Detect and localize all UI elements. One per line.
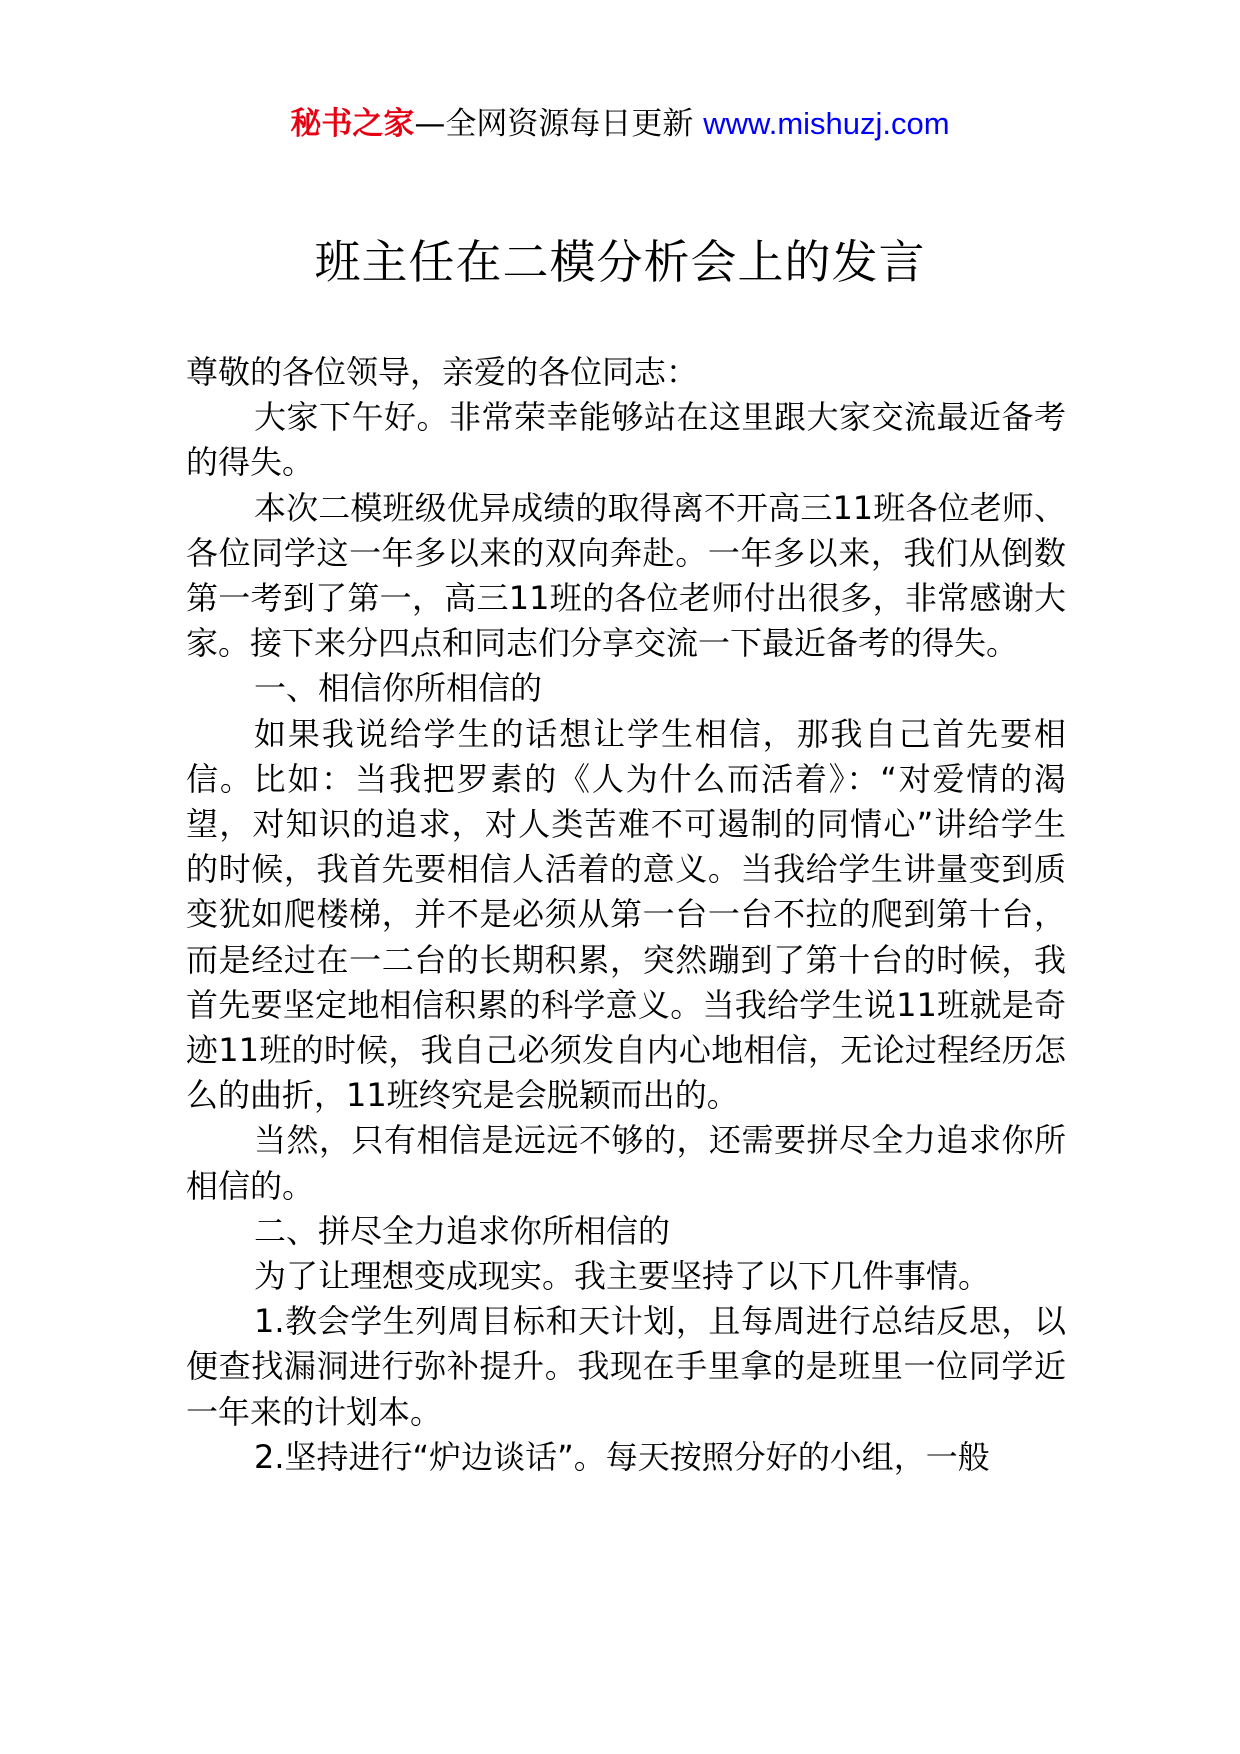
- paragraph-intro: 本次二模班级优异成绩的取得离不开高三11班各位老师、各位同学这一年多以来的双向奔赴。一年多以来，我们从倒数第一考到了第一，高三11班的各位老师付出很多，非常感谢大家。接下来分四点和同志们分享交流一下最近备考的得失。: [186, 488, 1066, 663]
- site-url-link[interactable]: www.mishuzj.com: [703, 106, 950, 141]
- section-heading-2: 二、拼尽全力追求你所相信的: [254, 1211, 671, 1250]
- site-brand: 秘书之家: [290, 106, 415, 142]
- list-item-2: 2.坚持进行“炉边谈话”。每天按照分好的小组，一般: [254, 1437, 990, 1476]
- site-header: [0, 98, 1240, 150]
- site-slogan: —全网资源每日更新: [414, 106, 704, 142]
- list-item-1: 1.教会学生列周目标和天计划，且每周进行总结反思，以便查找漏洞进行弥补提升。我现在手里拿的是班里一位同学近一年来的计划本。: [186, 1302, 1066, 1431]
- section-heading-1: 一、相信你所相信的: [254, 669, 543, 708]
- paragraph-belief: 如果我说给学生的话想让学生相信，那我自己首先要相信。比如：当我把罗素的《人为什么而活着》：“对爱情的渴望，对知识的追求，对人类苦难不可遏制的同情心”讲给学生的时候，我首先要相信人活着的意义。当我给学生讲量变到质变犹如爬楼梯，并不是必须从第一台一台不拉的爬到第十台，而是经过在一二台的长期积累，突然蹦到了第十台的时候，我首先要坚定地相信积累的科学意义。当我给学生说11班就是奇迹11班的时候，我自己必须发自内心地相信，无论过程经历怎么的曲折，11班终究是会脱颖而出的。: [186, 714, 1066, 1115]
- paragraph-actions-intro: 为了让理想变成现实。我主要坚持了以下几件事情。: [254, 1257, 991, 1296]
- salutation: 尊敬的各位领导，亲爱的各位同志：: [186, 353, 699, 391]
- document-title: 班主任在二模分析会上的发言: [314, 235, 926, 289]
- document-body: [186, 350, 1066, 1480]
- paragraph-greeting: 大家下午好。非常荣幸能够站在这里跟大家交流最近备考的得失。: [186, 398, 1066, 482]
- paragraph-transition: 当然，只有相信是远远不够的，还需要拼尽全力追求你所相信的。: [186, 1121, 1066, 1205]
